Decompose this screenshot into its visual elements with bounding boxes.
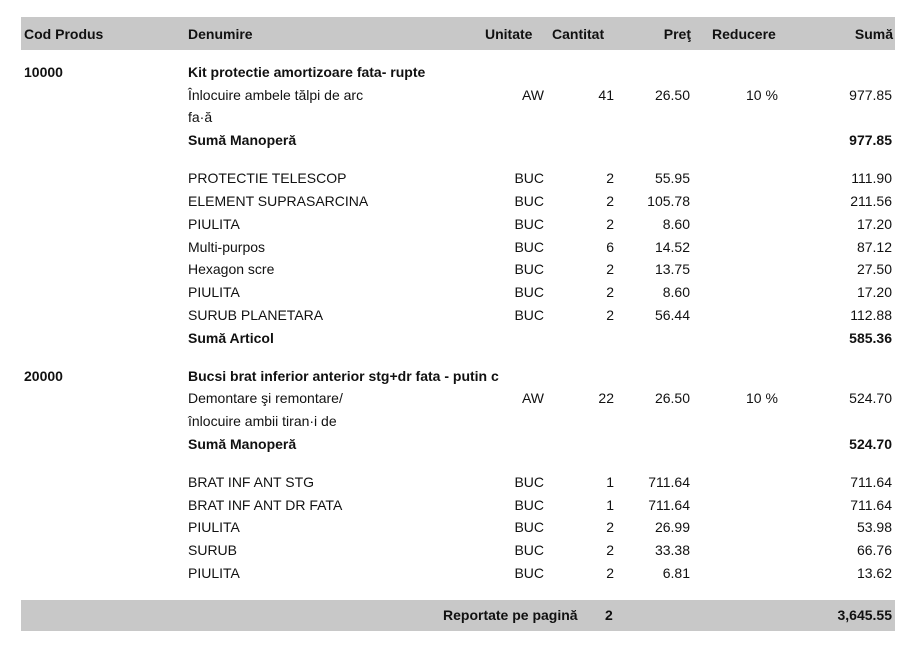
part-unit: BUC — [514, 542, 544, 558]
part-name: BRAT INF ANT DR FATA — [188, 497, 343, 513]
part-row — [0, 497, 914, 517]
part-sum: 13.62 — [856, 565, 892, 581]
carryover-page-number: 2 — [605, 607, 613, 623]
parts-total-value: 585.36 — [849, 330, 892, 346]
group-header-row — [0, 368, 914, 388]
part-sum: 27.50 — [856, 261, 892, 277]
part-price: 711.64 — [648, 474, 690, 490]
part-price: 56.44 — [654, 307, 690, 323]
part-price: 14.52 — [654, 239, 690, 255]
part-sum: 66.76 — [856, 542, 892, 558]
part-price: 8.60 — [662, 284, 690, 300]
table-header — [21, 17, 895, 50]
part-row — [0, 216, 914, 236]
labour-description: Înlocuire ambele tălpi de arc — [188, 87, 364, 103]
labour-qty: 41 — [598, 87, 614, 103]
part-unit: BUC — [514, 193, 544, 209]
part-qty: 2 — [606, 170, 614, 186]
part-qty: 2 — [606, 519, 614, 535]
labour-total-label: Sumă Manoperă — [188, 132, 297, 148]
part-sum: 53.98 — [856, 519, 892, 535]
part-qty: 2 — [606, 565, 614, 581]
labour-total-label: Sumă Manoperă — [188, 436, 297, 452]
part-row — [0, 284, 914, 304]
part-price: 711.64 — [648, 497, 690, 513]
part-price: 13.75 — [654, 261, 690, 277]
part-row — [0, 542, 914, 562]
labour-price: 26.50 — [654, 390, 690, 406]
part-price: 105.78 — [647, 193, 690, 209]
part-name: PIULITA — [188, 519, 240, 535]
part-name: BRAT INF ANT STG — [188, 474, 315, 490]
labour-unit: AW — [521, 390, 544, 406]
labour-qty: 22 — [598, 390, 614, 406]
page-carryover-footer — [21, 600, 895, 631]
part-qty: 2 — [606, 307, 614, 323]
carryover-label: Reportate pe pagină — [443, 607, 578, 623]
part-name: PIULITA — [188, 565, 240, 581]
part-sum: 112.88 — [850, 307, 892, 323]
part-qty: 1 — [606, 474, 614, 490]
part-row — [0, 565, 914, 585]
labour-price: 26.50 — [654, 87, 690, 103]
labour-discount: 10 % — [746, 87, 778, 103]
part-price: 55.95 — [654, 170, 690, 186]
labour-description-line2: înlocuire ambii tiran·i de — [188, 413, 337, 429]
part-price: 33.38 — [654, 542, 690, 558]
labour-description-line2: fa·ă — [188, 109, 213, 125]
labour-description: Demontare şi remontare/ — [188, 390, 343, 406]
part-name: PROTECTIE TELESCOP — [188, 170, 347, 186]
header-discount: Reducere — [712, 26, 776, 42]
part-sum: 711.64 — [850, 474, 892, 490]
labour-total-value: 524.70 — [849, 436, 892, 452]
part-name: SURUB — [188, 542, 238, 558]
part-row — [0, 261, 914, 281]
part-unit: BUC — [514, 261, 544, 277]
labour-unit: AW — [521, 87, 544, 103]
part-unit: BUC — [514, 216, 544, 232]
part-unit: BUC — [514, 519, 544, 535]
header-sum: Sumă — [854, 26, 893, 42]
carryover-total: 3,645.55 — [837, 607, 892, 623]
part-name: ELEMENT SUPRASARCINA — [188, 193, 369, 209]
part-unit: BUC — [514, 474, 544, 490]
part-unit: BUC — [514, 284, 544, 300]
labour-total-row — [0, 436, 914, 456]
part-qty: 1 — [606, 497, 614, 513]
group-code: 10000 — [24, 64, 63, 80]
group-code: 20000 — [24, 368, 63, 384]
part-price: 26.99 — [654, 519, 690, 535]
part-qty: 2 — [606, 284, 614, 300]
part-price: 6.81 — [662, 565, 690, 581]
part-name: Hexagon scre — [188, 261, 275, 277]
labour-row — [0, 390, 914, 410]
part-name: Multi-purpos — [188, 239, 266, 255]
part-sum: 17.20 — [856, 216, 892, 232]
labour-sum: 524.70 — [849, 390, 892, 406]
part-row — [0, 307, 914, 327]
part-qty: 2 — [606, 542, 614, 558]
part-name: PIULITA — [188, 216, 240, 232]
parts-total-label: Sumă Articol — [188, 330, 274, 346]
part-sum: 211.56 — [850, 193, 892, 209]
part-row — [0, 193, 914, 213]
part-price: 8.60 — [662, 216, 690, 232]
part-qty: 2 — [606, 261, 614, 277]
part-unit: BUC — [514, 565, 544, 581]
part-sum: 711.64 — [850, 497, 892, 513]
labour-total-value: 977.85 — [849, 132, 892, 148]
labour-total-row — [0, 132, 914, 152]
header-unit: Unitate — [485, 26, 533, 42]
part-sum: 111.90 — [851, 170, 892, 186]
part-name: PIULITA — [188, 284, 240, 300]
header-qty: Cantitat — [552, 26, 605, 42]
header-price: Preţ — [663, 26, 691, 42]
part-name: SURUB PLANETARA — [188, 307, 324, 323]
group-title: Kit protectie amortizoare fata- rupte — [188, 64, 426, 80]
part-unit: BUC — [514, 307, 544, 323]
part-row — [0, 239, 914, 259]
group-title: Bucsi brat inferior anterior stg+dr fata - putin c — [188, 368, 499, 384]
labour-row-continued — [0, 109, 914, 129]
part-row — [0, 519, 914, 539]
group-header-row — [0, 64, 914, 84]
part-row — [0, 170, 914, 190]
part-qty: 2 — [606, 193, 614, 209]
part-qty: 2 — [606, 216, 614, 232]
part-sum: 17.20 — [856, 284, 892, 300]
labour-discount: 10 % — [746, 390, 778, 406]
labour-row — [0, 87, 914, 107]
header-code: Cod Produs — [24, 26, 104, 42]
labour-sum: 977.85 — [849, 87, 892, 103]
part-row — [0, 474, 914, 494]
part-unit: BUC — [514, 170, 544, 186]
part-qty: 6 — [606, 239, 614, 255]
labour-row-continued — [0, 413, 914, 433]
part-unit: BUC — [514, 497, 544, 513]
part-sum: 87.12 — [856, 239, 892, 255]
parts-total-row — [0, 330, 914, 350]
part-unit: BUC — [514, 239, 544, 255]
header-name: Denumire — [188, 26, 253, 42]
